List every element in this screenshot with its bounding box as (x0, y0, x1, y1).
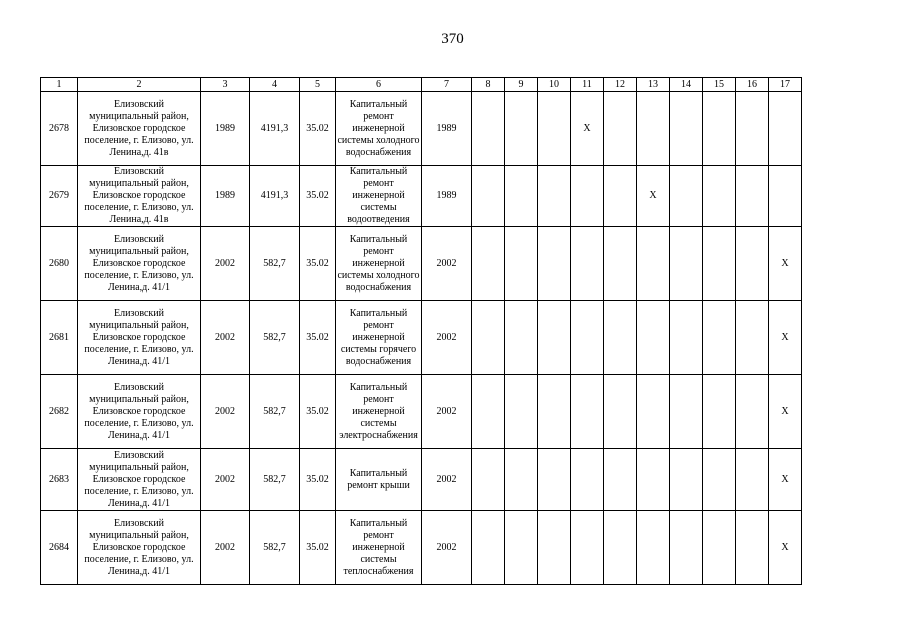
work-year-cell: 1989 (422, 92, 472, 166)
build-year-cell: 2002 (201, 449, 250, 511)
build-year-cell: 1989 (201, 92, 250, 166)
header-cell: 4 (250, 78, 300, 92)
area-cell: 582,7 (250, 449, 300, 511)
column-14-cell (670, 166, 703, 227)
work-year-cell: 2002 (422, 511, 472, 585)
header-cell: 16 (736, 78, 769, 92)
column-15-cell (703, 449, 736, 511)
column-17-cell (769, 92, 802, 166)
table-row (41, 449, 802, 511)
header-cell: 5 (300, 78, 336, 92)
build-year-cell: 2002 (201, 227, 250, 301)
column-9-cell (505, 449, 538, 511)
column-10-cell (538, 92, 571, 166)
header-cell: 10 (538, 78, 571, 92)
column-13-cell: X (637, 166, 670, 227)
code-cell: 35.02 (300, 301, 336, 375)
column-11-cell (571, 449, 604, 511)
column-12-cell (604, 301, 637, 375)
work-type-cell: Капитальный ремонт инженерной системы теплоснабжения (336, 511, 422, 585)
column-14-cell (670, 449, 703, 511)
column-16-cell (736, 511, 769, 585)
column-11-cell (571, 166, 604, 227)
column-15-cell (703, 375, 736, 449)
row-number-cell: 2681 (41, 301, 78, 375)
work-type-cell: Капитальный ремонт крыши (336, 449, 422, 511)
column-16-cell (736, 92, 769, 166)
table-row (41, 92, 802, 166)
row-number-cell: 2683 (41, 449, 78, 511)
column-17-cell: X (769, 301, 802, 375)
column-12-cell (604, 449, 637, 511)
column-14-cell (670, 375, 703, 449)
column-8-cell (472, 449, 505, 511)
table-body (41, 92, 802, 585)
row-number-cell: 2684 (41, 511, 78, 585)
column-17-cell: X (769, 375, 802, 449)
area-cell: 4191,3 (250, 166, 300, 227)
header-cell: 8 (472, 78, 505, 92)
column-17-cell (769, 166, 802, 227)
column-15-cell (703, 227, 736, 301)
address-cell: Елизовский муниципальный район, Елизовское городское поселение, г. Елизово, ул. Ленина,д. 41/1 (78, 301, 201, 375)
column-17-cell: X (769, 511, 802, 585)
header-row (41, 78, 802, 92)
header-cell: 17 (769, 78, 802, 92)
column-13-cell (637, 449, 670, 511)
column-9-cell (505, 301, 538, 375)
column-13-cell (637, 301, 670, 375)
table-row (41, 166, 802, 227)
column-8-cell (472, 511, 505, 585)
header-cell: 12 (604, 78, 637, 92)
header-cell: 7 (422, 78, 472, 92)
column-16-cell (736, 449, 769, 511)
header-cell: 9 (505, 78, 538, 92)
build-year-cell: 1989 (201, 166, 250, 227)
header-cell: 2 (78, 78, 201, 92)
build-year-cell: 2002 (201, 301, 250, 375)
column-12-cell (604, 375, 637, 449)
column-13-cell (637, 227, 670, 301)
code-cell: 35.02 (300, 166, 336, 227)
column-14-cell (670, 92, 703, 166)
code-cell: 35.02 (300, 227, 336, 301)
header-cell: 11 (571, 78, 604, 92)
column-17-cell: X (769, 227, 802, 301)
column-15-cell (703, 511, 736, 585)
column-12-cell (604, 92, 637, 166)
column-10-cell (538, 301, 571, 375)
table-row (41, 301, 802, 375)
row-number-cell: 2682 (41, 375, 78, 449)
area-cell: 582,7 (250, 301, 300, 375)
area-cell: 582,7 (250, 375, 300, 449)
column-8-cell (472, 92, 505, 166)
column-9-cell (505, 375, 538, 449)
work-type-cell: Капитальный ремонт инженерной системы электроснабжения (336, 375, 422, 449)
address-cell: Елизовский муниципальный район, Елизовское городское поселение, г. Елизово, ул. Ленина,д. 41в (78, 92, 201, 166)
code-cell: 35.02 (300, 511, 336, 585)
build-year-cell: 2002 (201, 511, 250, 585)
column-14-cell (670, 301, 703, 375)
column-8-cell (472, 301, 505, 375)
column-14-cell (670, 511, 703, 585)
column-16-cell (736, 227, 769, 301)
column-13-cell (637, 511, 670, 585)
area-cell: 582,7 (250, 511, 300, 585)
column-9-cell (505, 166, 538, 227)
column-11-cell (571, 227, 604, 301)
header-cell: 13 (637, 78, 670, 92)
header-cell: 3 (201, 78, 250, 92)
column-11-cell (571, 511, 604, 585)
column-8-cell (472, 375, 505, 449)
work-year-cell: 2002 (422, 227, 472, 301)
address-cell: Елизовский муниципальный район, Елизовское городское поселение, г. Елизово, ул. Ленина,д. 41в (78, 166, 201, 227)
column-10-cell (538, 227, 571, 301)
work-year-cell: 1989 (422, 166, 472, 227)
table-row (41, 227, 802, 301)
header-cell: 1 (41, 78, 78, 92)
table-row (41, 511, 802, 585)
column-15-cell (703, 92, 736, 166)
column-12-cell (604, 511, 637, 585)
code-cell: 35.02 (300, 375, 336, 449)
work-type-cell: Капитальный ремонт инженерной системы водоотведения (336, 166, 422, 227)
work-type-cell: Капитальный ремонт инженерной системы холодного водоснабжения (336, 227, 422, 301)
column-15-cell (703, 301, 736, 375)
column-8-cell (472, 227, 505, 301)
work-type-cell: Капитальный ремонт инженерной системы холодного водоснабжения (336, 92, 422, 166)
column-10-cell (538, 511, 571, 585)
column-9-cell (505, 227, 538, 301)
column-10-cell (538, 449, 571, 511)
address-cell: Елизовский муниципальный район, Елизовское городское поселение, г. Елизово, ул. Ленина,д. 41/1 (78, 511, 201, 585)
address-cell: Елизовский муниципальный район, Елизовское городское поселение, г. Елизово, ул. Ленина,д. 41/1 (78, 449, 201, 511)
column-10-cell (538, 166, 571, 227)
row-number-cell: 2679 (41, 166, 78, 227)
page-number: 370 (441, 31, 464, 47)
table-row (41, 375, 802, 449)
column-11-cell (571, 301, 604, 375)
area-cell: 4191,3 (250, 92, 300, 166)
work-year-cell: 2002 (422, 375, 472, 449)
column-13-cell (637, 92, 670, 166)
address-cell: Елизовский муниципальный район, Елизовское городское поселение, г. Елизово, ул. Ленина,д. 41/1 (78, 375, 201, 449)
column-16-cell (736, 166, 769, 227)
area-cell: 582,7 (250, 227, 300, 301)
work-year-cell: 2002 (422, 449, 472, 511)
column-16-cell (736, 375, 769, 449)
column-12-cell (604, 227, 637, 301)
code-cell: 35.02 (300, 92, 336, 166)
column-9-cell (505, 511, 538, 585)
address-cell: Елизовский муниципальный район, Елизовское городское поселение, г. Елизово, ул. Ленина,д. 41/1 (78, 227, 201, 301)
works-table (40, 77, 802, 585)
work-type-cell: Капитальный ремонт инженерной системы горячего водоснабжения (336, 301, 422, 375)
column-10-cell (538, 375, 571, 449)
column-11-cell: X (571, 92, 604, 166)
column-17-cell: X (769, 449, 802, 511)
column-16-cell (736, 301, 769, 375)
row-number-cell: 2680 (41, 227, 78, 301)
row-number-cell: 2678 (41, 92, 78, 166)
work-year-cell: 2002 (422, 301, 472, 375)
header-cell: 6 (336, 78, 422, 92)
column-11-cell (571, 375, 604, 449)
header-cell: 14 (670, 78, 703, 92)
column-9-cell (505, 92, 538, 166)
build-year-cell: 2002 (201, 375, 250, 449)
header-cell: 15 (703, 78, 736, 92)
column-14-cell (670, 227, 703, 301)
column-8-cell (472, 166, 505, 227)
column-13-cell (637, 375, 670, 449)
column-15-cell (703, 166, 736, 227)
code-cell: 35.02 (300, 449, 336, 511)
column-12-cell (604, 166, 637, 227)
